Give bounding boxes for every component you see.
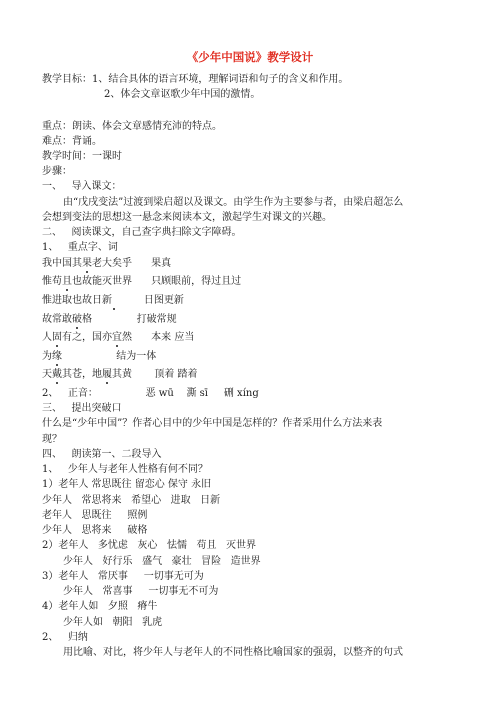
text-line: 天戴其苍，地履其黄 顶着 踏着 — [42, 369, 198, 380]
text-line: 4）老年人如 夕照 瘠牛 — [42, 601, 158, 612]
text-line: 三、 提出突破口 — [42, 403, 122, 414]
emphasis-dot-char: 戴 — [52, 369, 62, 380]
emphasis-dot-char: 缘 — [52, 351, 62, 362]
text-line: 1、 少年人与老年人性格有何不同？ — [42, 464, 208, 475]
text-line: 2、 归纳 — [42, 632, 88, 643]
text-line: 2、体会文章讴歌少年中国的激情。 — [104, 89, 261, 100]
text-line: 四、 朗读第一、二段导入 — [42, 449, 162, 460]
text-line: 难点：背诵。 — [42, 136, 102, 147]
text-line: 现？ — [42, 434, 62, 445]
document-title: 《少年中国说》教学设计 — [186, 50, 314, 64]
text-line: 人固有之，国亦宜然 本来 应当 — [42, 332, 195, 343]
text-line: 1）老年人 常思既往 留恋心 保守 永旧 — [42, 479, 212, 490]
text-line: 惟进取也故日新 日图更新 — [42, 295, 184, 306]
text-line: 教学时间：一课时 — [42, 151, 122, 162]
text-line: 少年人 思将来 破格 — [42, 525, 148, 536]
emphasis-dot-char: 破 — [72, 314, 82, 325]
text-line: 由“戊戌变法”过渡到梁启超以及课文。由学生作为主要参与者，由梁启超怎么 — [63, 197, 404, 208]
text-line: 步骤： — [42, 166, 72, 177]
text-line: 为缘 结为一体 — [42, 351, 157, 362]
emphasis-dot-char: 履 — [102, 369, 112, 380]
text-line: 少年人 常喜事 一切事无不可为 — [63, 586, 219, 597]
text-line: 重点：朗读、体会文章感情充沛的特点。 — [42, 121, 222, 132]
emphasis-dot-char: 宜 — [112, 332, 122, 343]
text-line: 什么是“少年中国”？作者心目中的少年中国是怎样的？作者采用什么方法来表 — [42, 418, 383, 429]
text-line: 少年人如 朝阳 乳虎 — [63, 617, 163, 628]
text-line: 老年人 思既往 照例 — [42, 510, 148, 521]
text-line: 2、 正音： 恶 wū 澌 sī 硎 xíng — [42, 388, 259, 399]
text-line: 少年人 常思将来 希望心 进取 日新 — [42, 495, 221, 506]
text-line: 2）老年人 多忧虑 灰心 怯懦 苟且 灭世界 — [42, 540, 257, 551]
emphasis-dot-char: 果 — [82, 258, 92, 269]
text-line: 会想到变法的思想这一悬念来阅读本文，激起学生对课文的兴趣。 — [42, 212, 332, 223]
text-line: 惟苟且也故能灭世界 只顾眼前，得过且过 — [42, 276, 242, 287]
text-line: 少年人 好行乐 盛气 豪壮 冒险 造世界 — [63, 556, 261, 567]
text-line: 二、 阅读课文，自己查字典扫除文字障碍。 — [42, 227, 242, 238]
emphasis-dot-char — [112, 294, 115, 307]
text-line: 教学目标：1、结合具体的语言环境，理解词语和句子的含义和作用。 — [42, 74, 349, 85]
text-line: 一、 导入课文： — [42, 181, 122, 192]
emphasis-dot-char: 固 — [52, 332, 62, 343]
text-line: 1、 重点字、词 — [42, 242, 118, 253]
text-line: 我中国其果老大矣乎 果真 — [42, 258, 172, 269]
text-line: 用比喻、对比，将少年人与老年人的不同性格比喻国家的强弱，以整齐的句式 — [63, 647, 403, 658]
emphasis-dot-char: 且 — [62, 276, 72, 287]
text-line: 故常敢破格 打破常规 — [42, 314, 177, 325]
text-line: 3）老年人 常厌事 一切事无可为 — [42, 571, 204, 582]
